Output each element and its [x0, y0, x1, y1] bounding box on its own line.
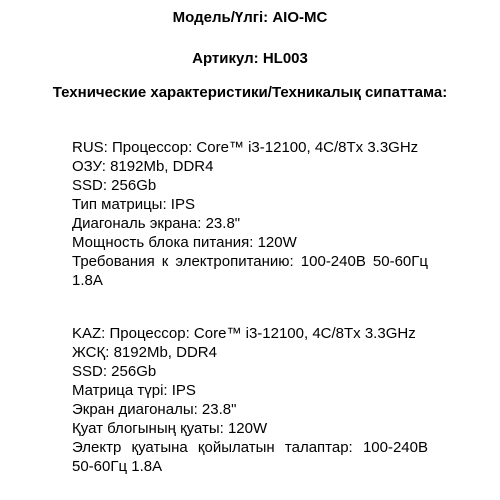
rus-power: Требования к электропитанию: 100-240В 50-60Гц 1.8А	[72, 253, 428, 289]
kaz-power: Электр қуатына қойылатын талаптар: 100-240В 50-60Гц 1.8А	[72, 439, 428, 475]
rus-psu: Мощность блока питания: 120W	[72, 234, 297, 251]
rus-processor: RUS: Процессор: Core™ i3-12100, 4C/8Tx 3.3GHz	[72, 139, 419, 156]
kaz-diagonal: Экран диагоналы: 23.8"	[72, 401, 237, 418]
rus-matrix: Тип матрицы: IPS	[72, 196, 195, 213]
kaz-psu: Қуат блогының қуаты: 120W	[72, 420, 268, 437]
rus-ssd: SSD: 256Gb	[72, 177, 157, 194]
kaz-ssd: SSD: 256Gb	[72, 363, 157, 380]
rus-spec-block	[72, 138, 428, 290]
specs-title: Технические характеристики/Техникалық сипаттама:	[52, 84, 448, 101]
kaz-matrix: Матрица түрі: IPS	[72, 382, 196, 399]
rus-ram: ОЗУ: 8192Mb, DDR4	[72, 158, 214, 175]
article-heading: Артикул: HL003	[192, 50, 308, 67]
kaz-processor: KAZ: Процессор: Core™ i3-12100, 4C/8Tx 3.3GHz	[72, 325, 416, 342]
model-heading: Модель/Үлгі: AIO-MC	[172, 9, 328, 26]
rus-diagonal: Диагональ экрана: 23.8"	[72, 215, 241, 232]
kaz-spec-block	[72, 324, 428, 476]
kaz-ram: ЖСҚ: 8192Mb, DDR4	[72, 344, 217, 361]
